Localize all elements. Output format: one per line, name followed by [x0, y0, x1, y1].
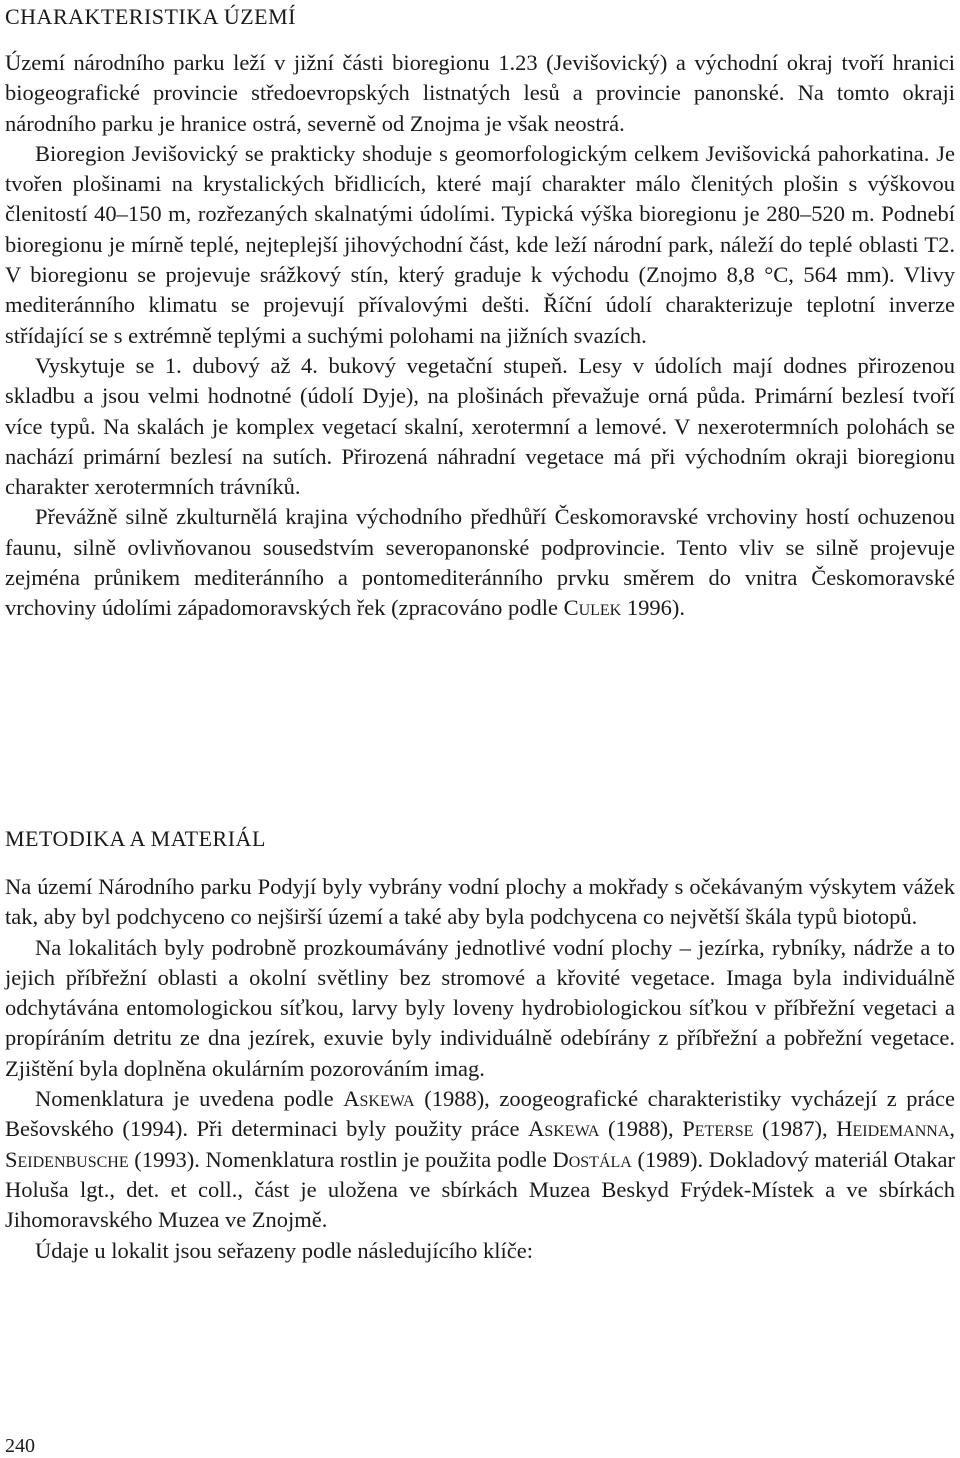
- paragraph: Bioregion Jevišovický se prakticky shoduje s geomorfologickým celkem Jevišovická pahorkatina. Je tvořen plošinami na krystalických břidlicích, které mají charakter málo členitých plošin s výškovou členitostí 40–150 m, rozřezaných skalnatými údolími. Typická výška bioregionu je 280–520 m. Podnebí bioregionu je mírně teplé, nejteplejší jihovýchodní část, kde leží národní park, náleží do teplé oblasti T2. V bioregionu se projevuje srážkový stín, který graduje k východu (Znojmo 8,8 °C, 564 mm). Vlivy mediteránního klimatu se projevují přívalovými dešti. Říční údolí charakterizuje teplotní inverze střídající se s extrémně teplými a suchými polohami na jižních svazích.: [5, 140, 955, 348]
- author-citation: Peterse: [682, 1116, 754, 1142]
- paragraph-text: 1996).: [621, 595, 685, 621]
- paragraph-text: (1988),: [599, 1116, 683, 1142]
- paragraph-text: (1989). Dokladový materiál Otakar Holuša lgt., det. et coll., část je uložena ve sbírkách Muzea Beskyd Frýdek-Místek a ve sbírkách Jihomoravského Muzea ve Znojmě.: [5, 1146, 955, 1233]
- section-characteristics: [5, 48, 955, 624]
- paragraph-text: Nomenklatura je uvedena podle: [35, 1086, 344, 1112]
- paragraph: [5, 502, 955, 623]
- paragraph: Vyskytuje se 1. dubový až 4. bukový vegetační stupeň. Lesy v údolích mají dodnes přirozenou skladbu a jsou velmi hodnotné (údolí Dyje), na plošinách převažuje orná půda. Primární bezlesí tvoří více typů. Na skalách je komplex vegetací skalní, xerotermní a lemové. V nexerotermních polohách se nachází primární bezlesí na sutích. Přirozená náhradní vegetace má při východním okraji bioregionu charakter xerotermních trávníků.: [5, 352, 955, 500]
- page-number: 240: [5, 1435, 35, 1457]
- paragraph-text: (1993). Nomenklatura rostlin je použita podle: [128, 1146, 553, 1172]
- section-heading-characteristics: CHARAKTERISTIKA ÚZEMÍ: [5, 4, 296, 29]
- paragraph-text: Převážně silně zkulturnělá krajina východního předhůří Českomoravské vrchoviny hostí ochuzenou faunu, silně ovlivňovanou sousedstvím severopanonské podprovincie. Tento vliv se silně projevuje zejména průnikem mediteránního a pontomediteránního prvku směrem do vnitra Českomoravské vrchoviny údolími západomoravských řek (zpracováno podle: [5, 504, 955, 621]
- author-citation: Dostála: [552, 1146, 632, 1172]
- paragraph: Na území Národního parku Podyjí byly vybrány vodní plochy a mokřady s očekávaným výskytem vážek tak, aby byl podchyceno co nejširší území a také aby byla podchycena co největší škála typů biotopů.: [5, 874, 955, 930]
- paragraph: [5, 1084, 955, 1235]
- author-citation: Askewa: [528, 1116, 600, 1142]
- section-heading-methods: METODIKA A MATERIÁL: [5, 826, 266, 851]
- paragraph-text: (1987),: [753, 1116, 837, 1142]
- paragraph-text: (1988), zoogeografické charakteristiky vycházejí z práce Bešovského (1994). Při determinaci byly použity práce: [5, 1086, 955, 1142]
- paragraph-text: ,: [949, 1116, 955, 1142]
- document-page: [5, 0, 955, 1458]
- author-citation: Seidenbusche: [5, 1146, 129, 1172]
- section-methods: [5, 872, 955, 1266]
- author-citation: Culek: [563, 595, 622, 621]
- paragraph: Údaje u lokalit jsou seřazeny podle následujícího klíče:: [35, 1237, 533, 1263]
- paragraph: Na lokalitách byly podrobně prozkoumávány jednotlivé vodní plochy – jezírka, rybníky, nádrže a to jejich příbřežní oblasti a okolní světliny bez stromové a křovité vegetace. Imaga byla individuálně odchytávána entomologickou síťkou, larvy byly loveny hydrobiologickou síťkou v příbřežní vegetaci a propíráním detritu ze dna jezírek, exuvie byly individuálně odebírány z příbřežní a pobřežní vegetace. Zjištění byla doplněna okulárním pozorováním imag.: [5, 934, 955, 1081]
- author-citation: Askewa: [343, 1086, 415, 1112]
- paragraph: Území národního parku leží v jižní části bioregionu 1.23 (Jevišovický) a východní okraj tvoří hranici biogeografické provincie středoevropských listnatých lesů a provincie panonské. Na tomto okraji národního parku je hranice ostrá, severně od Znojma je však neostrá.: [5, 50, 955, 136]
- author-citation: Heidemanna: [836, 1116, 950, 1142]
